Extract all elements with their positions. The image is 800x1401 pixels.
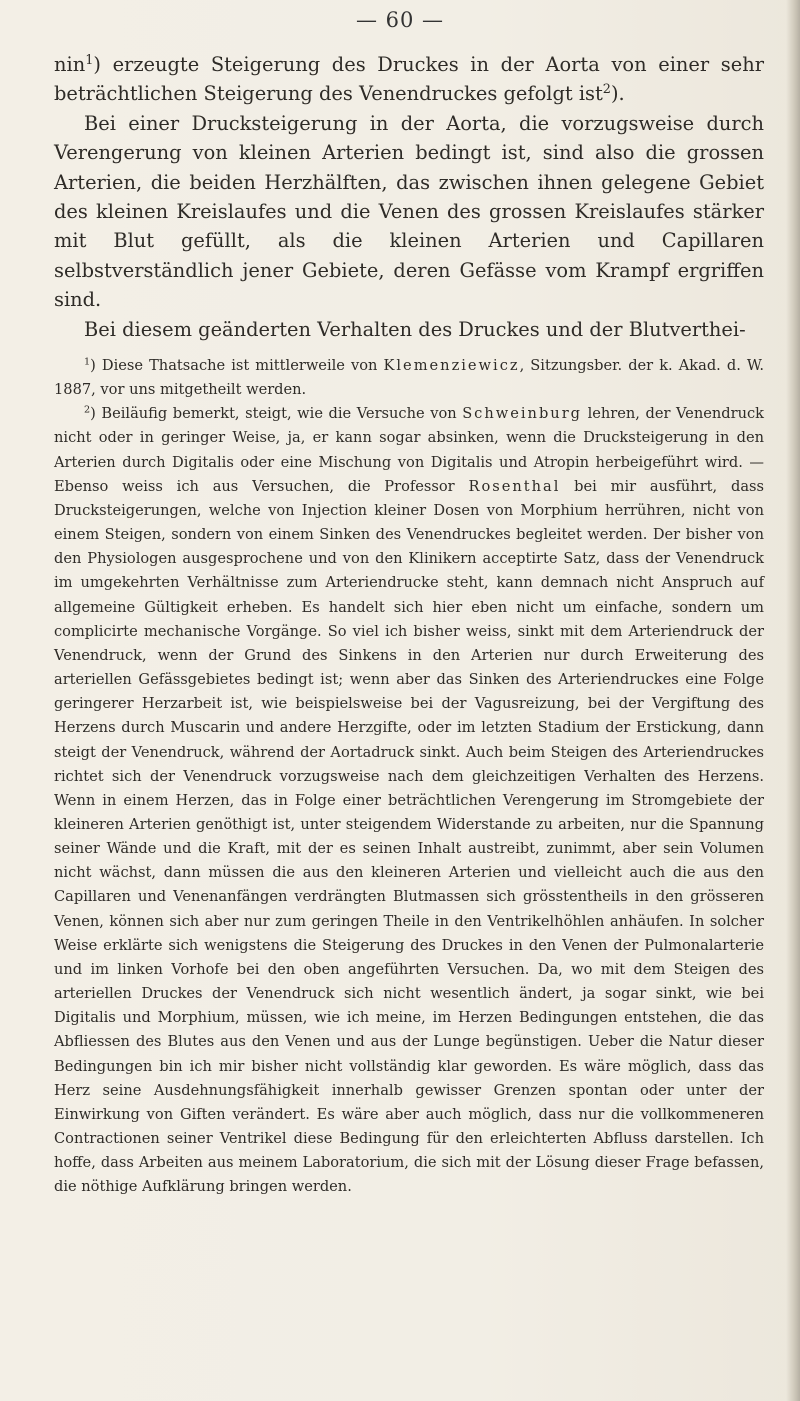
paragraph-1-end: ). xyxy=(610,82,625,106)
author-name-schweinburg: Schweinburg xyxy=(462,405,583,423)
footnotes xyxy=(54,354,764,1199)
footnote-ref-2: 2 xyxy=(602,82,611,98)
footnote-2-mark: 2 xyxy=(84,405,91,417)
footnote-1-text-b: , Sitzungsber. der k. Akad. d. W. 1887, vor uns mitgetheilt werden. xyxy=(54,357,764,399)
paragraph-1 xyxy=(54,50,764,109)
paragraph-3: Bei diesem geänderten Verhalten des Druckes und der Blutverthei- xyxy=(84,317,746,341)
footnote-ref-1: 1 xyxy=(85,52,94,68)
main-text xyxy=(54,50,764,344)
paragraph-2: Bei einer Drucksteigerung in der Aorta, die vorzugsweise durch Verengerung von kleinen Arterien bedingt ist, sind also die grossen Arterien, die beiden Herzhälften, das zwischen ihnen gelegene Gebiet des kleinen Kreislaufes und die Venen des grossen Kreislaufes stärker mit Blut gefüllt, als die kleinen Arterien und Capillaren selbstverständlich jener Gebiete, deren Gefässe vom Krampf ergriffen sind. xyxy=(54,111,764,312)
page-edge-shadow xyxy=(786,0,800,1401)
footnote-1-text-a: ) Diese Thatsache ist mittlerweile von xyxy=(90,357,384,374)
page-number: — 60 — xyxy=(355,8,445,32)
footnote-2-text-b: lehren, der Venendruck nicht oder in geringer Weise, ja, er kann sogar absinken, wenn die Drucksteigerung in den Arterien durch Digitalis oder eine Mischung von Digitalis und Atropin herbeigeführt wird. — Ebenso weiss ich aus Versuchen, die Professor xyxy=(54,405,764,495)
paragraph-1-start: nin xyxy=(54,53,86,76)
footnote-1 xyxy=(54,354,764,402)
footnote-1-mark: 1 xyxy=(84,356,91,368)
paragraph-1-middle: ) erzeugte Steigerung des Druckes in der Aorta von einer sehr beträchtlichen Steigerung des Venendruckes gefolgt ist xyxy=(54,53,764,106)
footnote-2-text-c: bei mir ausführt, dass Drucksteigerungen, welche von Injection kleiner Dosen von Morphium herrühren, nicht von einem Steigen, sondern von einem Sinken des Venendruckes begleitet werden. Der bisher von den Physiologen ausgesprochene und von den Klinikern acceptirte Satz, dass der Venendruck im umgekehrten Verhältnisse zum Arteriendrucke steht, kann demnach nicht Anspruch auf allgemeine Gültigkeit erheben. Es handelt sich hier eben nicht um einfache, sondern um complicirte mechanische Vorgänge. So viel ich bisher weiss, sinkt mit dem Arteriendruck der Venendruck, wenn der Grund des Sinkens in den Arterien nur durch Erweiterung des arteriellen Gefässgebietes bedingt ist; wenn aber das Sinken des Arteriendruckes eine Folge geringerer Herzarbeit ist, wie beispielsweise bei der Vagusreizung, bei der Vergiftung des Herzens durch Muscarin und andere Herzgifte, oder im letzten Stadium der Erstickung, dann steigt der Venendruck, während der Aortadruck sinkt. Auch beim Steigen des Arteriendruckes richtet sich der Venendruck vorzugsweise nach dem gleichzeitigen Verhalten des Herzens. Wenn in einem Herzen, das in Folge einer beträchtlichen Verengerung im Stromgebiete der kleineren Arterien genöthigt ist, unter steigendem Widerstande zu arbeiten, nur die Spannung seiner Wände und die Kraft, mit der es seinen Inhalt austreibt, zunimmt, aber sein Volumen nicht wächst, dann müssen die aus den kleineren Arterien und vielleicht auch die aus den Capillaren und Venenanfängen verdrängten Blutmassen sich grösstentheils in den grösseren Venen, können sich aber nur zum geringen Theile in den Ventrikelhöhlen anhäufen. In solcher Weise erklärte sich wenigstens die Steigerung des Druckes in den Venen der Pulmonalarterie und im linken Vorhofe bei den oben angeführten Versuchen. Da, wo mit dem Steigen des arteriellen Druckes der Venendruck sich nicht wesentlich ändert, ja sogar sinkt, wie bei Digitalis und Morphium, müssen, wie ich meine, im Herzen Bedingungen entstehen, die das Abfliessen des Blutes aus den Venen und aus der Lunge begünstigen. Ueber die Natur dieser Bedingungen bin ich mir bisher nicht vollständig klar geworden. Es wäre möglich, dass das Herz seine Ausdehnungsfähigkeit innerhalb gewisser Grenzen spontan oder unter der Einwirkung von Giften verändert. Es wäre aber auch möglich, dass nur die vollkommeneren Contractionen seiner Ventrikel diese Bedingung für den erleichterten Abfluss darstellen. Ich hoffe, dass Arbeiten aus meinem Laboratorium, die sich mit der Lösung dieser Frage befassen, die nöthige Aufklärung bringen werden. xyxy=(54,477,764,1196)
author-name-klemenziewicz: Klemenziewicz xyxy=(383,357,520,374)
footnote-2-text-a: ) Beiläufig bemerkt, steigt, wie die Versuche von xyxy=(90,405,463,423)
author-name-rosenthal: Rosenthal xyxy=(468,477,561,495)
footnote-2 xyxy=(54,402,764,1199)
